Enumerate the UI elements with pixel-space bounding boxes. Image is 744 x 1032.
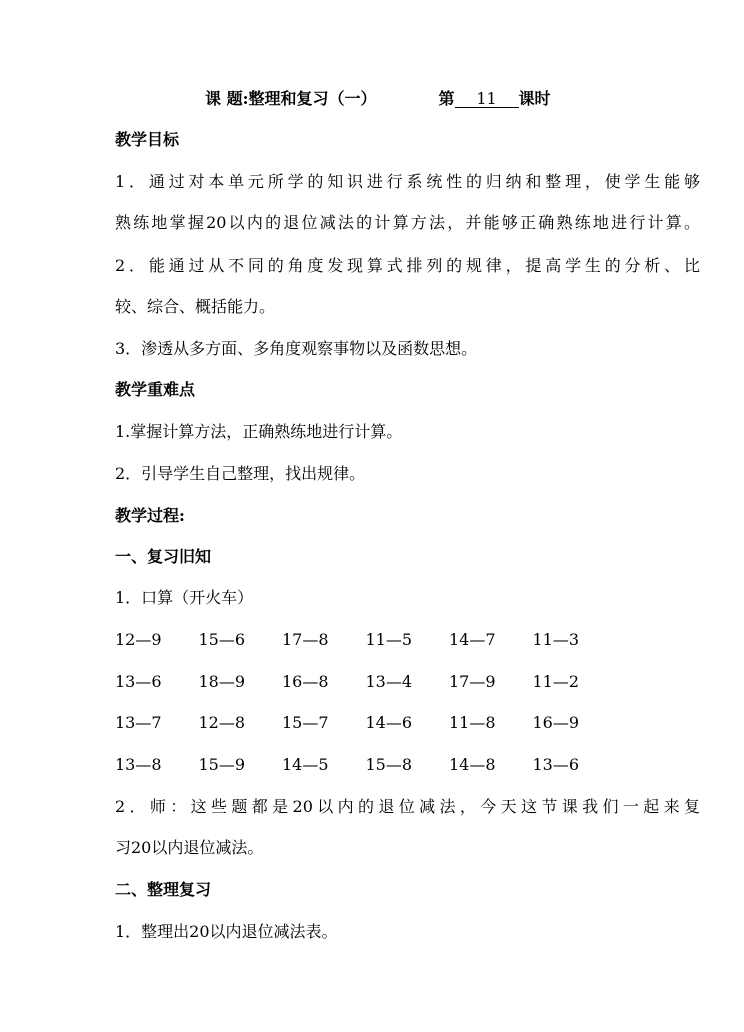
calc-item: 11—3 (532, 630, 580, 649)
teacher-remark-line-2: 习20以内退位减法。 (115, 838, 264, 857)
calc-item: 13—6 (532, 755, 580, 774)
calc-item: 13—8 (115, 755, 162, 774)
calc-row-3 (115, 713, 616, 732)
lesson-prefix: 第 (438, 89, 455, 108)
title-text: 课 题:整理和复习（一） (205, 89, 377, 108)
section-1-title: 一、复习旧知 (115, 547, 212, 566)
organize-item-1: 1．整理出20以内退位减法表。 (115, 922, 338, 941)
calc-item: 11—2 (532, 672, 580, 691)
calc-item: 11—5 (365, 630, 413, 649)
lesson-number: 11 (455, 90, 519, 108)
calc-item: 16—9 (532, 713, 580, 732)
calc-item: 15—9 (198, 755, 246, 774)
calc-item: 13—6 (115, 672, 162, 691)
calc-item: 14—8 (449, 755, 496, 774)
page-title (205, 86, 551, 109)
objective-3: 3．渗透从多方面、多角度观察事物以及函数思想。 (115, 339, 478, 358)
oral-calc-title: 1．口算（开火车） (115, 588, 254, 607)
calc-item: 15—8 (365, 755, 413, 774)
key-point-1: 1.掌握计算方法，正确熟练地进行计算。 (115, 422, 403, 441)
calc-item: 11—8 (449, 713, 496, 732)
calc-item: 15—7 (282, 713, 329, 732)
objectives-heading: 教学目标 (115, 130, 180, 149)
calc-item: 13—4 (365, 672, 413, 691)
objective-1-line-2: 熟练地掌握20以内的退位减法的计算方法，并能够正确熟练地进行计算。 (115, 213, 700, 232)
calc-row-1 (115, 630, 616, 649)
calc-item: 17—9 (449, 672, 496, 691)
calc-item: 15—6 (198, 630, 246, 649)
objective-2-line-1: 2．能通过从不同的角度发现算式排列的规律，提高学生的分析、比 (115, 256, 700, 275)
calc-item: 12—9 (115, 630, 162, 649)
calc-row-2 (115, 672, 616, 691)
calc-item: 16—8 (282, 672, 329, 691)
calc-item: 18—9 (198, 672, 246, 691)
key-point-2: 2．引导学生自己整理，找出规律。 (115, 464, 366, 483)
calc-item: 14—6 (365, 713, 413, 732)
objective-2-line-2: 较、综合、概括能力。 (115, 297, 276, 316)
objective-1-line-1: 1．通过对本单元所学的知识进行系统性的归纳和整理，使学生能够 (115, 172, 700, 191)
process-heading: 教学过程: (115, 506, 185, 525)
calc-item: 14—7 (449, 630, 496, 649)
key-points-heading: 教学重难点 (115, 380, 196, 399)
calc-item: 17—8 (282, 630, 329, 649)
calc-item: 12—8 (198, 713, 246, 732)
calc-row-4 (115, 755, 616, 774)
section-2-title: 二、整理复习 (115, 880, 212, 899)
calc-item: 14—5 (282, 755, 329, 774)
calc-item: 13—7 (115, 713, 162, 732)
lesson-suffix: 课时 (518, 89, 551, 108)
teacher-remark-line-1: 2．师：这些题都是20以内的退位减法，今天这节课我们一起来复 (115, 797, 700, 816)
